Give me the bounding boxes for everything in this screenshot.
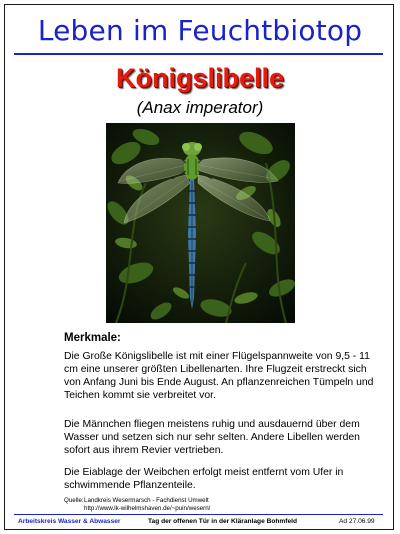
species-latin-name: (Anax imperator) bbox=[136, 98, 264, 117]
description-paragraph-1: Die Große Königslibelle ist mit einer Flügelspannweite von 9,5 - 11 cm eine unserer größten Libellenarten. Ihre Flugzeit erstreckt sich von Anfang Juni bis Ende August. An pflanzenreichen Tümpeln und Teichen kommt sie verbreitet vor. bbox=[64, 351, 374, 401]
description-paragraph-2: Die Männchen fliegen meistens ruhig und ausdauernd über dem Wasser und setzen sich nur sehr selten. Andere Libellen werden sofort aus ihrem Revier vertrieben. bbox=[64, 419, 360, 456]
footer-organization: Arbeitskreis Wasser & Abwasser bbox=[18, 518, 121, 525]
dragonfly-photo bbox=[106, 123, 295, 323]
source-label: Quelle: bbox=[64, 497, 84, 504]
footer-divider bbox=[14, 514, 383, 515]
source-citation bbox=[64, 497, 210, 513]
description-paragraph-3: Die Eiablage der Weibchen erfolgt meist entfernt vom Ufer in schwimmende Pflanzenteile. bbox=[64, 467, 344, 491]
footer-event: Tag der offenen Tür in der Kläranlage Bohmfeld bbox=[148, 518, 297, 525]
dragonfly-illustration bbox=[106, 123, 295, 323]
page-title: Leben im Feuchtbiotop bbox=[37, 14, 363, 47]
source-line-1: Landkreis Wesermarsch - Fachdienst Umwelt bbox=[84, 497, 209, 504]
header-divider bbox=[14, 53, 383, 55]
features-heading: Merkmale: bbox=[64, 332, 121, 344]
footer-date: Ad 27.06.99 bbox=[339, 518, 375, 525]
species-common-name: Königslibelle bbox=[115, 63, 285, 93]
source-url: http://www.lk-wilhelmshaven.de/~puin/wesern/ bbox=[84, 505, 211, 512]
